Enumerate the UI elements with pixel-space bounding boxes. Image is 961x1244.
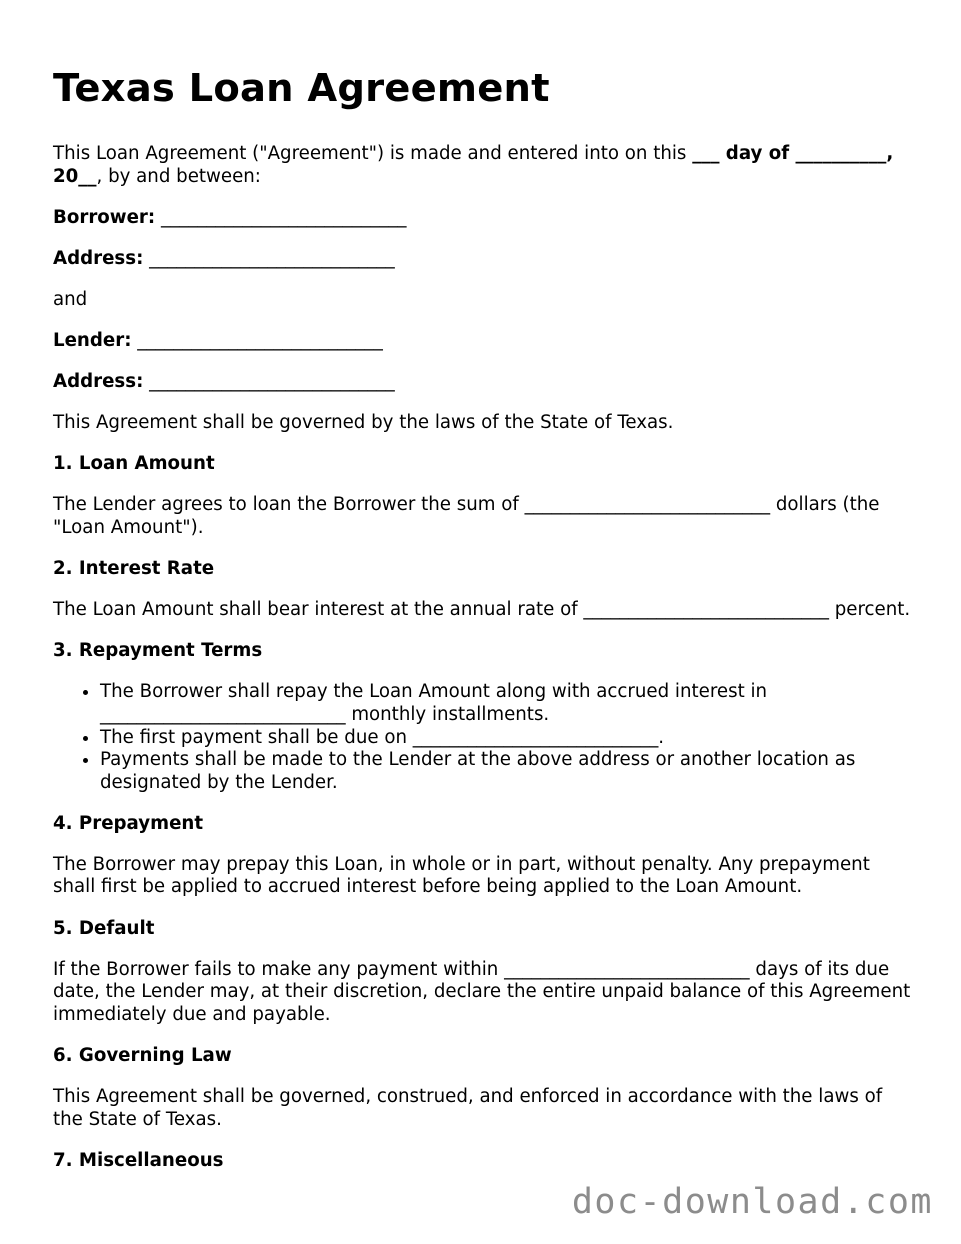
and-text: and — [53, 288, 88, 310]
section-text-default: If the Borrower fails to make any payment within ___________________________ days of its due date, the Lender may, at their discretion, declare the entire unpaid balance of this Agreement immediately due and payable. — [53, 958, 911, 1025]
intro-text-start: This Loan Agreement ("Agreement") is made and entered into on this — [53, 143, 693, 164]
lender-label: Lender: — [53, 329, 132, 351]
section-text-loan-amount: The Lender agrees to loan the Borrower the sum of ___________________________ dollars (the "Loan Amount"). — [53, 494, 880, 538]
intro-date-blank: ___ day of __________, 20__ — [53, 143, 894, 187]
section-heading-prepayment: 4. Prepayment — [53, 812, 204, 834]
repayment-list — [53, 681, 913, 794]
document-title: Texas Loan Agreement — [53, 66, 550, 111]
borrower-line — [53, 207, 913, 230]
document-page — [53, 60, 913, 1191]
section-heading-misc: 7. Miscellaneous — [53, 1149, 224, 1171]
borrower-address-line — [53, 248, 913, 271]
lender-address-line — [53, 371, 913, 394]
borrower-blank: ___________________________ — [160, 206, 407, 228]
borrower-address-blank: ___________________________ — [149, 247, 395, 269]
section-heading-governing-law: 6. Governing Law — [53, 1044, 232, 1066]
lender-address-label: Address: — [53, 371, 144, 393]
section-text-governing-law: This Agreement shall be governed, construed, and enforced in accordance with the laws of the State of Texas. — [53, 1086, 883, 1130]
governing-intro: This Agreement shall be governed by the laws of the State of Texas. — [53, 412, 674, 434]
section-text-prepayment: The Borrower may prepay this Loan, in whole or in part, without penalty. Any prepayment shall first be applied to accrued interest before being applied to the Loan Amount. — [53, 853, 870, 898]
list-item: • The first payment shall be due on ___________________________. — [100, 727, 913, 750]
list-item: • Payments shall be made to the Lender at the above address or another location as designated by the Lender. — [100, 749, 913, 794]
lender-blank: ___________________________ — [137, 329, 383, 351]
section-heading-repayment: 3. Repayment Terms — [53, 640, 263, 662]
intro-paragraph — [53, 143, 913, 188]
section-heading-interest-rate: 2. Interest Rate — [53, 558, 215, 580]
borrower-label: Borrower: — [53, 206, 156, 228]
lender-line — [53, 330, 913, 353]
borrower-address-label: Address: — [53, 247, 144, 269]
intro-text-end: , by and between: — [96, 165, 261, 187]
list-item: • The Borrower shall repay the Loan Amount along with accrued interest in ___________________________ monthly installments. — [100, 681, 913, 726]
section-heading-loan-amount: 1. Loan Amount — [53, 453, 215, 475]
lender-address-blank: ___________________________ — [149, 371, 395, 393]
section-text-interest-rate: The Loan Amount shall bear interest at the annual rate of ___________________________ percent. — [53, 599, 911, 621]
watermark: doc-download.com — [571, 1182, 933, 1222]
section-heading-default: 5. Default — [53, 917, 155, 939]
